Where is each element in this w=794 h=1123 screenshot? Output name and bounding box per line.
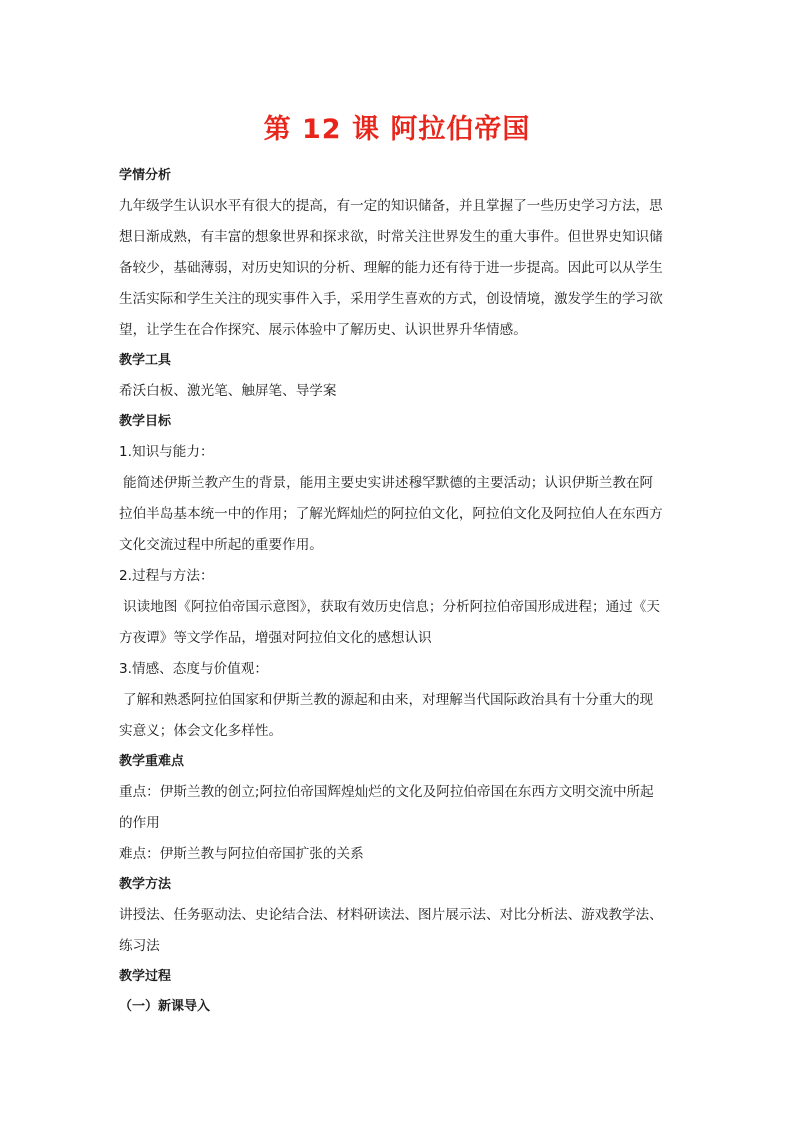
- section-heading-keypoints: 教学重难点: [119, 754, 185, 769]
- section-heading-tools: 教学工具: [119, 353, 172, 368]
- section-heading-methods: 教学方法: [119, 877, 172, 892]
- text-line: 拉伯半岛基本统一中的作用；了解光辉灿烂的阿拉伯文化，阿拉伯文化及阿拉伯人在东西方: [119, 506, 663, 522]
- text-line: 九年级学生认识水平有很大的提高，有一定的知识储备，并且掌握了一些历史学习方法，思: [119, 198, 663, 214]
- subsection-heading-intro: （一）新课导入: [119, 999, 211, 1014]
- text-line: 讲授法、任务驱动法、史论结合法、材料研读法、图片展示法、对比分析法、游戏教学法、: [119, 907, 663, 923]
- section-heading-analysis: 学情分析: [119, 168, 172, 183]
- tools-text: 希沃白板、激光笔、触屏笔、导学案: [119, 383, 337, 399]
- text-line: 备较少，基础薄弱，对历史知识的分析、理解的能力还有待于进一步提高。因此可以从学生: [119, 260, 663, 276]
- text-line: 练习法: [119, 938, 160, 954]
- text-line: 方夜谭》等文学作品，增强对阿拉伯文化的感想认识: [119, 630, 432, 646]
- text-line: 望，让学生在合作探究、展示体验中了解历史、认识世界升华情感。: [119, 322, 527, 338]
- section-heading-process: 教学过程: [119, 969, 172, 984]
- text-line: 重点：伊斯兰教的创立;阿拉伯帝国辉煌灿烂的文化及阿拉伯帝国在东西方文明交流中所起: [119, 784, 654, 800]
- text-line: 的作用: [119, 815, 160, 831]
- difficult-point-text: 难点：伊斯兰教与阿拉伯帝国扩张的关系: [119, 846, 364, 862]
- keypoints-paragraph: [119, 777, 689, 839]
- goal-label-attitude: 3.情感、态度与价值观：: [119, 661, 268, 677]
- goal-process-paragraph: [119, 592, 689, 654]
- goal-attitude-paragraph: [119, 685, 689, 747]
- text-line: 了解和熟悉阿拉伯国家和伊斯兰教的源起和由来，对理解当代国际政治具有十分重大的现: [123, 692, 654, 708]
- text-line: 想日渐成熟，有丰富的想象世界和探求欲，时常关注世界发生的重大事件。但世界史知识储: [119, 229, 663, 245]
- goal-label-process: 2.过程与方法：: [119, 568, 214, 584]
- document-body: [119, 161, 689, 1022]
- text-line: 生活实际和学生关注的现实事件入手，采用学生喜欢的方式，创设情境，激发学生的学习欲: [119, 291, 663, 307]
- analysis-paragraph: [119, 191, 689, 346]
- goal-knowledge-paragraph: [119, 468, 689, 561]
- text-line: 实意义；体会文化多样性。: [119, 723, 283, 739]
- text-line: 识读地图《阿拉伯帝国示意图》，获取有效历史信息；分析阿拉伯帝国形成进程；通过《天: [123, 599, 660, 615]
- text-line: 能简述伊斯兰教产生的背景，能用主要史实讲述穆罕默德的主要活动；认识伊斯兰教在阿: [123, 475, 654, 491]
- section-heading-goals: 教学目标: [119, 414, 172, 429]
- methods-paragraph: [119, 900, 689, 962]
- text-line: 文化交流过程中所起的重要作用。: [119, 537, 323, 553]
- lesson-title: 第 12 课 阿拉伯帝国: [263, 114, 531, 145]
- goal-label-knowledge: 1.知识与能力：: [119, 444, 214, 460]
